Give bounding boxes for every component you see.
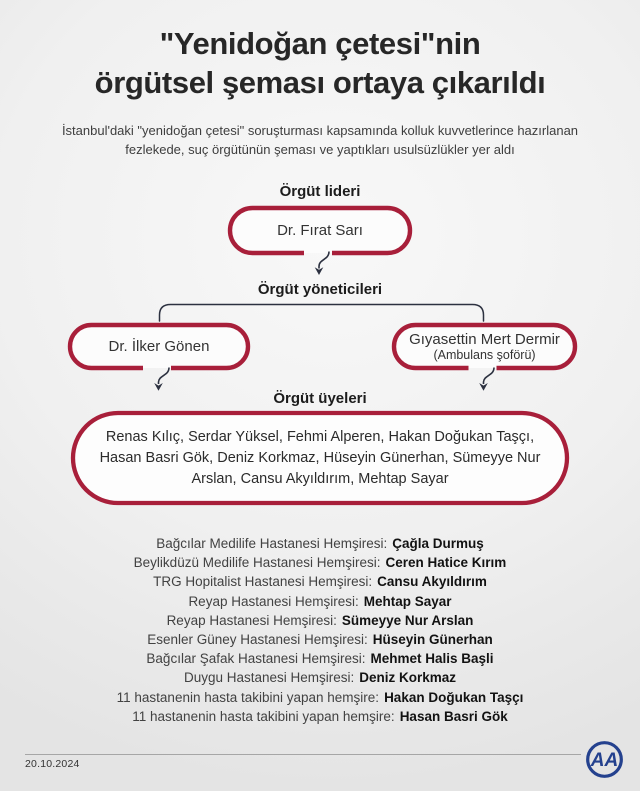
page-subtitle: İstanbul'daki "yenidoğan çetesi" soruşturması kapsamında kolluk kuvvetlerince hazırlanan fezlekede, suç örgütünün şeması ve yaptıkları usulsüzlükler yer aldı	[61, 123, 579, 157]
assignment-name: Mehtap Sayar	[363, 593, 452, 609]
manager-left-box-label: Dr. İlker Gönen	[108, 338, 210, 355]
assignment-row	[0, 592, 640, 611]
manager-right-note: (Ambulans şoförü)	[433, 347, 536, 362]
assignment-label: Bağcılar Şafak Hastanesi Hemşiresi:	[146, 651, 366, 667]
assignment-name: Cansu Akyıldırım	[377, 574, 487, 590]
assignment-label: Bağcılar Medilife Hastanesi Hemşiresi:	[156, 536, 388, 551]
assignment-name: Hüseyin Günerhan	[372, 631, 493, 647]
managers-bracket-line	[160, 305, 484, 322]
assignment-label: TRG Hopitalist Hastanesi Hemşiresi:	[153, 574, 373, 590]
svg-text:AA: AA	[590, 750, 619, 771]
assignment-row	[0, 668, 640, 687]
managers-heading: Örgüt yöneticileri	[257, 281, 383, 298]
assignment-name: Hasan Basri Gök	[399, 708, 508, 724]
footer-date: 20.10.2024	[25, 758, 80, 770]
assignment-row	[0, 630, 640, 649]
assignment-label: Reyap Hastanesi Hemşiresi:	[166, 612, 337, 628]
leader-connector-arrow	[315, 252, 329, 276]
assignment-name: Sümeyye Nur Arslan	[341, 612, 474, 628]
assignment-name: Deniz Korkmaz	[359, 670, 457, 686]
manager-right-name: Gıyasettin Mert Dermir	[409, 330, 560, 348]
assignment-row	[0, 534, 640, 553]
manager-left-connector-arrow	[154, 368, 169, 391]
members-heading: Örgüt üyeleri	[273, 390, 367, 407]
assignment-label: 11 hastanenin hasta takibini yapan hemşire:	[116, 689, 380, 705]
manager-right-box-label	[394, 325, 575, 368]
assignment-label: Beylikdüzü Medilife Hastanesi Hemşiresi:	[133, 555, 381, 571]
assignment-row	[0, 707, 640, 726]
leader-heading: Örgüt lideri	[279, 183, 361, 200]
footer-divider	[25, 754, 581, 755]
leader-box-label: Dr. Fırat Sarı	[277, 222, 363, 239]
assignment-list	[0, 534, 640, 726]
assignment-row	[0, 553, 640, 572]
assignment-label: 11 hastanenin hasta takibini yapan hemşire:	[132, 708, 395, 724]
assignment-name: Mehmet Halis Başli	[370, 651, 494, 667]
assignment-row	[0, 611, 640, 630]
assignment-label: Duygu Hastanesi Hemşiresi:	[183, 670, 355, 686]
manager-right-connector-arrow	[479, 368, 494, 391]
assignment-label: Reyap Hastanesi Hemşiresi:	[188, 593, 359, 609]
assignment-row	[0, 572, 640, 591]
assignment-row	[0, 688, 640, 707]
members-box-label: Renas Kılıç, Serdar Yüksel, Fehmi Alperen, Hakan Doğukan Taşçı, Hasan Basri Gök, Deniz Korkmaz, Hüseyin Günerhan, Sümeyye Nur Arslan, Cansu Akyıldırım, Mehtap Sayar	[99, 428, 541, 487]
assignment-name: Çağla Durmuş	[392, 536, 484, 551]
assignment-label: Esenler Güney Hastanesi Hemşiresi:	[147, 631, 368, 647]
assignment-name: Ceren Hatice Kırım	[385, 555, 507, 571]
aa-agency-logo-icon	[584, 739, 625, 780]
assignment-name: Hakan Doğukan Taşçı	[384, 689, 524, 705]
assignment-row	[0, 649, 640, 668]
page-title-line2: örgütsel şeması ortaya çıkarıldı	[94, 65, 546, 100]
page-title-line1: "Yenidoğan çetesi"nin	[159, 26, 481, 61]
